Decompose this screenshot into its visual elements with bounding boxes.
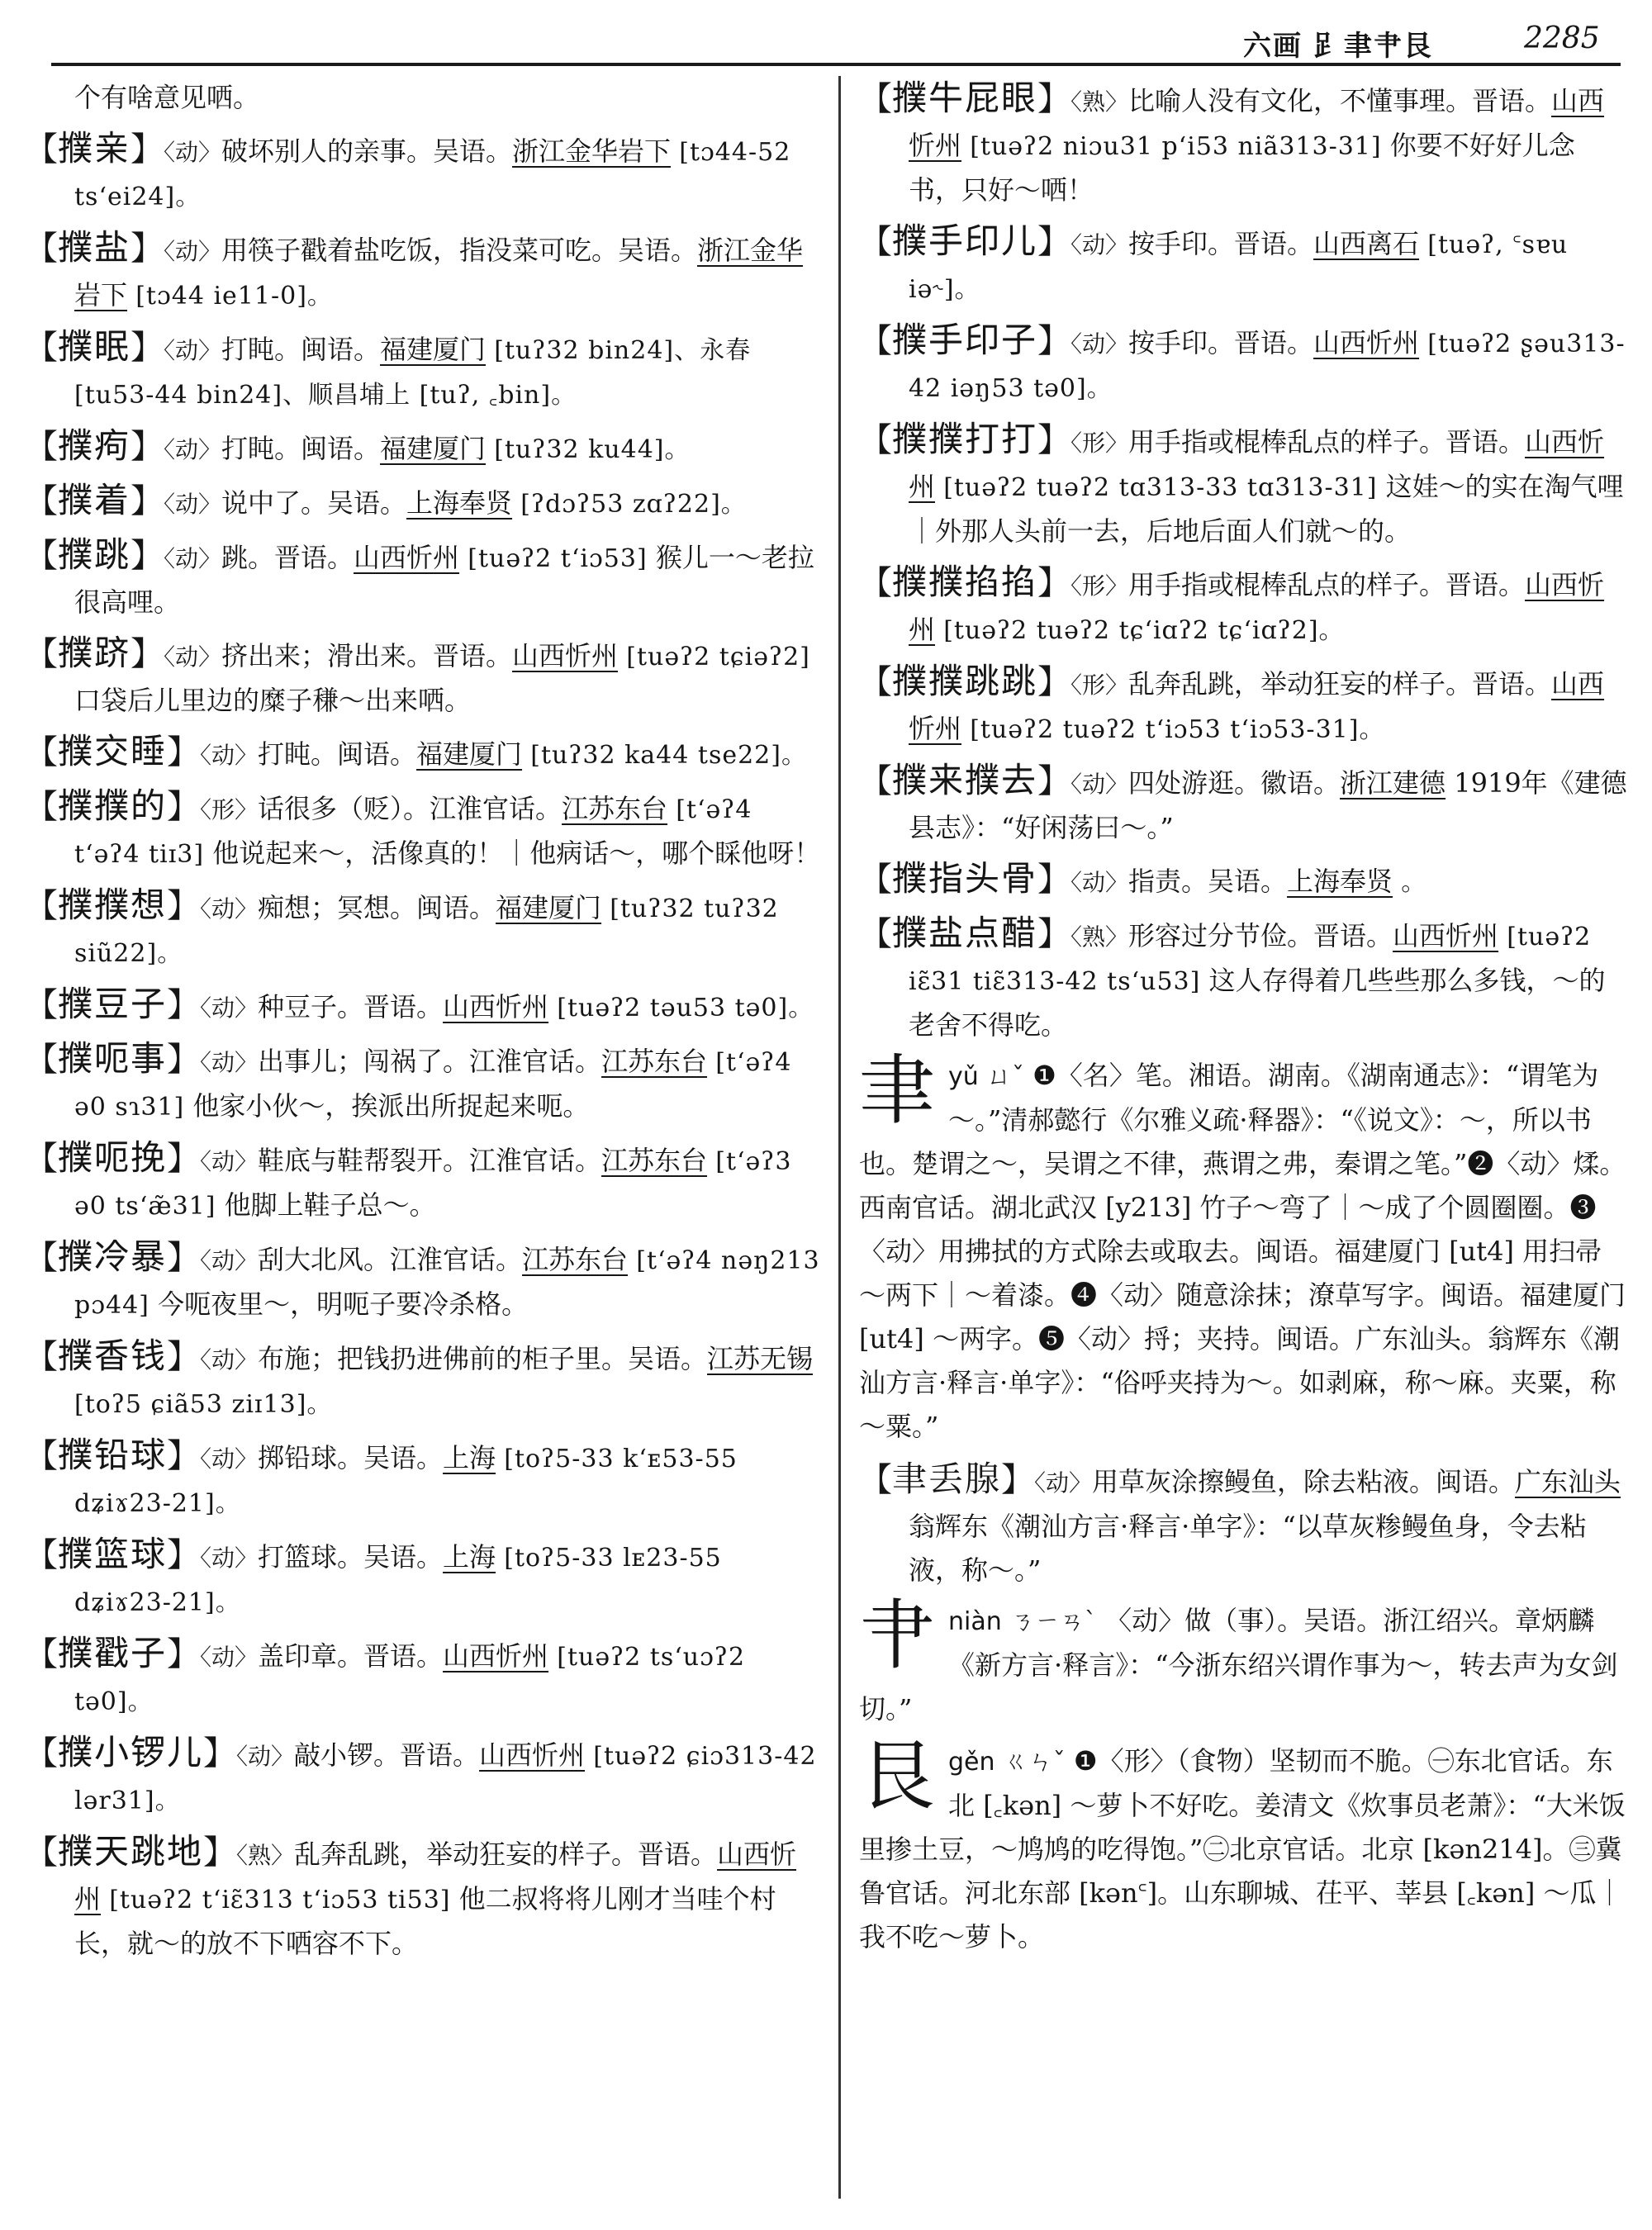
place-name: 山西忻州 — [74, 1839, 797, 1914]
headword: 𢷏𢷏掐掐 — [892, 562, 1038, 602]
pronunciation: [tʻəʔ3 ə0 tsʻæ̃31] — [74, 1147, 792, 1221]
entry-body: ❶〈名〉笔。湘语。湖南。《湖南通志》：“谓笔为～。”清郝懿行《尔雅义疏·释器》：“《说文》：～，所以书也。楚谓之～，吴谓之不律，燕谓之弗，秦谓之笔。”❷〈动〉煣。西南官话。湖北武汉 [y213] 竹子～弯了｜～成了个圆圈圈。❸〈动〉用拂拭的方式除去或取去。闽语。福建厦门 [ut4] 用扫帚～两下｜～着漆。❹〈动〉随意涂抹；潦草写字。闽语。福建厦门 [ut4] ～两字。❺〈动〉捋；夹持。闽语。广东汕头。翁辉东《潮汕方言·释言·单字》：“俗呼夹持为～。如剥麻，称～麻。夹粟，称～粟。” — [859, 1060, 1626, 1442]
bracket-close: 】 — [1037, 421, 1071, 459]
part-of-speech: 〈熟〉 — [1070, 88, 1129, 116]
bracket-open: 【 — [25, 130, 58, 168]
example: 口袋后儿里边的糜子稴～出来哂。 — [74, 685, 472, 716]
definition: 打篮球。吴语。 — [258, 1541, 444, 1573]
definition: 打盹。闽语。 — [258, 738, 417, 770]
bracket-close: 】 — [167, 887, 201, 925]
dictionary-entry — [859, 76, 1627, 212]
place-name: 江苏东台 — [601, 1145, 708, 1176]
headword: 𢷏跳 — [58, 534, 131, 575]
dictionary-entry — [859, 1457, 1627, 1592]
place-name: 浙江建德 — [1340, 767, 1446, 799]
bracket-close: 】 — [203, 1834, 237, 1872]
place-name: 上海 — [443, 1442, 496, 1473]
dictionary-entry — [859, 560, 1627, 652]
bracket-close: 】 — [1001, 1461, 1035, 1499]
dictionary-entry — [25, 533, 822, 624]
headword: 𢷏𢷏的 — [58, 785, 168, 826]
part-of-speech: 〈动〉 — [1070, 231, 1129, 259]
bracket-close: 】 — [1037, 663, 1071, 701]
bracket-open: 【 — [859, 762, 892, 800]
character-entry — [859, 1046, 1627, 1449]
bracket-open: 【 — [25, 1834, 58, 1872]
part-of-speech: 〈动〉 — [164, 238, 222, 265]
part-of-speech: 〈动〉 — [236, 1743, 295, 1770]
place-name: 江苏东台 — [562, 793, 668, 824]
bracket-close: 】 — [131, 482, 164, 520]
bracket-open: 【 — [25, 635, 58, 673]
dictionary-entry — [25, 1532, 822, 1625]
headword: 𢷏篮球 — [58, 1534, 168, 1574]
bracket-open: 【 — [25, 887, 58, 925]
bracket-close: 】 — [167, 1140, 201, 1178]
bracket-close: 】 — [1037, 861, 1071, 899]
part-of-speech: 〈熟〉 — [1070, 923, 1129, 951]
pronunciation: [tuʔ32 tuʔ32 siũ22]。 — [74, 894, 779, 968]
pronunciation: [toʔ5-33 kʻᴇ53-55 dʑiɤ23-21]。 — [74, 1445, 738, 1518]
bracket-close: 】 — [1037, 762, 1071, 800]
column-divider — [838, 76, 841, 2199]
headword: 𢷏盐 — [58, 227, 131, 268]
example: 猴儿一～老拉很高哩。 — [74, 542, 814, 618]
part-of-speech: 〈动〉 — [200, 1049, 259, 1076]
part-of-speech: 〈动〉 — [200, 1544, 259, 1572]
part-of-speech: 〈动〉 — [164, 436, 222, 463]
headword: 𢷏指头骨 — [892, 858, 1038, 899]
pronunciation: [tuəʔ2 tuəʔ2 tɑ313-33 tɑ313-31] — [943, 473, 1378, 502]
headword: 𢷏牛屁眼 — [892, 78, 1038, 118]
place-name: 福建厦门 — [416, 738, 523, 770]
pronunciation: [tuəʔ2 ʂəu313-42 iəŋ53 tə0]。 — [909, 330, 1626, 403]
header-rule — [51, 63, 1621, 66]
example: 今呃夜里～，明呃子要冷杀格。 — [158, 1288, 529, 1320]
page-header — [0, 0, 1652, 66]
definition: 种豆子。晋语。 — [258, 991, 444, 1022]
bracket-close: 】 — [1037, 223, 1071, 261]
definition: 鞋底与鞋帮裂开。江淮官话。 — [258, 1145, 602, 1176]
part-of-speech: 〈形〉 — [1070, 671, 1129, 699]
part-of-speech: 〈动〉 — [164, 139, 222, 166]
bracket-open: 【 — [859, 861, 892, 899]
definition: 用草灰涂擦鳗鱼，除去粘液。闽语。 — [1092, 1466, 1516, 1497]
bracket-close: 】 — [167, 788, 201, 826]
pronunciation: 。 — [1401, 868, 1427, 897]
entry-body: 〈动〉做（事）。吴语。浙江绍兴。章炳麟《新方言·释言》：“今浙东绍兴谓作事为～，转去声为女剑切。” — [859, 1605, 1618, 1725]
dictionary-entry — [25, 1334, 822, 1426]
place-name: 上海 — [443, 1541, 496, 1573]
entry-character: 艮 — [859, 1732, 936, 1820]
definition: 破坏别人的亲事。吴语。 — [221, 135, 513, 167]
bracket-open: 【 — [25, 329, 58, 367]
definition: 话很多（贬）。江淮官话。 — [258, 793, 563, 824]
definition: 盖印章。晋语。 — [258, 1640, 444, 1672]
definition: 用筷子戳着盐吃饭，指没菜可吃。吴语。 — [221, 235, 698, 266]
entry-character: 聿 — [859, 1046, 936, 1135]
zhuyin: ㄍㄣˇ — [1003, 1748, 1066, 1777]
dictionary-entry — [25, 982, 822, 1030]
part-of-speech: 〈形〉 — [1070, 429, 1129, 457]
page-number: 2285 — [1524, 21, 1600, 55]
bracket-open: 【 — [859, 223, 892, 261]
place-name: 山西忻州 — [1313, 327, 1420, 358]
dictionary-entry — [25, 126, 822, 219]
bracket-open: 【 — [25, 986, 58, 1024]
definition: 用手指或棍棒乱点的样子。晋语。 — [1128, 569, 1526, 600]
continued-text — [25, 76, 822, 120]
part-of-speech: 〈动〉 — [1034, 1469, 1093, 1497]
place-name: 山西忻州 — [479, 1739, 586, 1771]
bracket-close: 】 — [167, 733, 201, 771]
bracket-close: 】 — [131, 537, 164, 575]
place-name: 山西忻州 — [909, 426, 1605, 502]
part-of-speech: 〈熟〉 — [236, 1842, 295, 1869]
dictionary-entry — [25, 729, 822, 777]
headword: 聿丢腺 — [892, 1459, 1002, 1499]
place-name: 山西忻州 — [909, 85, 1605, 161]
headword: 𢷏着 — [58, 480, 131, 520]
definition: 敲小锣。晋语。 — [294, 1739, 480, 1771]
bracket-open: 【 — [25, 1635, 58, 1673]
headword: 𢷏交睡 — [58, 731, 168, 771]
dictionary-entry — [25, 1037, 822, 1129]
pronunciation: [tuəʔ2 niɔu31 pʻi53 niã313-31] — [970, 132, 1382, 161]
bracket-open: 【 — [25, 1437, 58, 1475]
dictionary-entry — [25, 1136, 822, 1228]
character-entry — [859, 1732, 1627, 1959]
bracket-open: 【 — [859, 564, 892, 602]
definition: 指责。吴语。 — [1128, 866, 1288, 897]
definition: 形容过分节俭。晋语。 — [1128, 920, 1393, 951]
part-of-speech: 〈动〉 — [1070, 771, 1129, 798]
dictionary-entry — [25, 225, 822, 318]
bracket-close: 】 — [167, 1536, 201, 1574]
headword: 𢷏眠 — [58, 326, 131, 367]
place-name: 福建厦门 — [496, 892, 602, 923]
bracket-close: 】 — [167, 1041, 201, 1079]
pinyin: gěn — [948, 1748, 995, 1777]
dictionary-entry — [859, 856, 1627, 904]
headword: 𢷏跻 — [58, 633, 131, 673]
bracket-close: 】 — [1037, 915, 1071, 953]
place-name: 山西忻州 — [443, 991, 549, 1022]
dictionary-entry — [859, 318, 1627, 410]
pronunciation: [tuəʔ, ꜂sɐu iə˞]。 — [909, 230, 1569, 304]
dictionary-entry — [25, 478, 822, 526]
bracket-close: 】 — [1037, 80, 1071, 118]
dictionary-entry — [859, 659, 1627, 752]
entry-text: 个有啥意见哂。 — [74, 82, 260, 113]
bracket-open: 【 — [25, 230, 58, 268]
headword: 𢷏盐点醋 — [892, 913, 1038, 953]
place-name: 山西忻州 — [1393, 920, 1499, 951]
bracket-close: 】 — [131, 329, 164, 367]
pronunciation: [ʔdɔʔ53 zɑʔ22]。 — [520, 490, 747, 519]
definition: 打盹。闽语。 — [221, 433, 381, 464]
bracket-open: 【 — [25, 537, 58, 575]
part-of-speech: 〈动〉 — [1070, 869, 1129, 896]
dictionary-entry — [25, 631, 822, 723]
pronunciation: [tuəʔ2 tsʻuɔʔ2 tə0]。 — [74, 1643, 746, 1716]
place-name: 山西离石 — [1313, 228, 1420, 259]
headword: 𢷏来𢷏去 — [892, 760, 1038, 800]
definition: 布施；把钱扔进佛前的柜子里。吴语。 — [258, 1343, 708, 1374]
place-name: 福建厦门 — [380, 334, 487, 365]
zhuyin: ㄋㄧㄢˋ — [1009, 1607, 1097, 1636]
part-of-speech: 〈动〉 — [200, 1644, 259, 1671]
bracket-close: 】 — [203, 1734, 237, 1772]
bracket-open: 【 — [25, 1536, 58, 1574]
dictionary-entry — [859, 219, 1627, 311]
pronunciation: [tʻəʔ4 ə0 sɿ31] — [74, 1048, 792, 1122]
example: 这人存得着几些些那么多钱，～的老舍不得吃。 — [909, 965, 1606, 1041]
headword: 𢷏铅球 — [58, 1435, 168, 1475]
bracket-close: 】 — [167, 1437, 201, 1475]
dictionary-entry — [25, 1730, 822, 1823]
headword: 𢷏𢷏打打 — [892, 419, 1038, 459]
example: 1919年《建德县志》：“好闲荡曰～。” — [909, 767, 1627, 843]
part-of-speech: 〈动〉 — [200, 742, 259, 769]
bracket-open: 【 — [859, 915, 892, 953]
dictionary-entry — [25, 424, 822, 472]
headword: 𢷏呃挽 — [58, 1137, 168, 1178]
part-of-speech: 〈形〉 — [1070, 572, 1129, 600]
definition: 出事儿；闯祸了。江淮官话。 — [258, 1046, 602, 1077]
dictionary-entry — [859, 911, 1627, 1047]
bracket-close: 】 — [167, 1239, 201, 1277]
definition: 掷铅球。吴语。 — [258, 1442, 444, 1473]
pronunciation: [toʔ5-33 lᴇ23-55 dʑiɤ23-21]。 — [74, 1544, 722, 1617]
dictionary-entry — [859, 758, 1627, 850]
pronunciation: [tɔ44-52 tsʻei24]。 — [74, 138, 791, 211]
bracket-open: 【 — [859, 663, 892, 701]
part-of-speech: 〈动〉 — [164, 545, 222, 572]
left-column — [25, 76, 822, 2215]
bracket-close: 】 — [1037, 322, 1071, 360]
dictionary-entry — [859, 417, 1627, 553]
definition: 打盹。闽语。 — [221, 334, 381, 365]
bracket-close: 】 — [1037, 564, 1071, 602]
headword: 𢷏香钱 — [58, 1336, 168, 1376]
bracket-close: 】 — [131, 130, 164, 168]
part-of-speech: 〈动〉 — [200, 895, 259, 923]
headword: 𢷏手印子 — [892, 320, 1038, 360]
place-name: 山西忻州 — [909, 668, 1605, 744]
definition: 乱奔乱跳，举动狂妄的样子。晋语。 — [1128, 668, 1552, 700]
dictionary-entry — [25, 1235, 822, 1327]
dictionary-entry — [25, 1631, 822, 1724]
place-name: 山西忻州 — [354, 542, 460, 573]
place-name: 浙江金华岩下 — [74, 235, 804, 311]
example: 他说起来～，活像真的！｜他病话～，哪个睬他呀！ — [212, 837, 821, 869]
part-of-speech: 〈动〉 — [200, 1247, 259, 1274]
place-name: 浙江金华岩下 — [512, 135, 672, 167]
character-entry — [859, 1592, 1627, 1731]
pronunciation: [tuʔ32 ku44]。 — [494, 435, 691, 464]
pronunciation: [tɔ44 ie11-0]。 — [135, 282, 333, 311]
bracket-close: 】 — [131, 230, 164, 268]
part-of-speech: 〈动〉 — [200, 1445, 259, 1473]
example: 你要不好好儿念书，只好～哂！ — [909, 130, 1575, 206]
dictionary-entry — [25, 1829, 822, 1966]
example: 这娃～的实在淘气哩｜外那人头前一去，后地后面人们就～的。 — [909, 471, 1624, 547]
bracket-open: 【 — [25, 482, 58, 520]
example: 他家小伙～，挨派出所捉起来呃。 — [192, 1090, 590, 1122]
definition: 痴想；冥想。闽语。 — [258, 892, 496, 923]
pronunciation: [tuʔ32 ka44 tse22]。 — [530, 741, 807, 770]
place-name: 上海奉贤 — [1287, 866, 1393, 897]
place-name: 山西忻州 — [909, 569, 1605, 645]
part-of-speech: 〈动〉 — [164, 491, 222, 518]
part-of-speech: 〈动〉 — [200, 994, 259, 1022]
bracket-close: 】 — [167, 1635, 201, 1673]
bracket-open: 【 — [25, 788, 58, 826]
definition: 按手印。晋语。 — [1128, 327, 1314, 358]
bracket-close: 】 — [131, 428, 164, 466]
definition: 跳。晋语。 — [221, 542, 354, 573]
definition: 四处游逛。徽语。 — [1128, 767, 1341, 799]
headword: 𢷏痀 — [58, 425, 131, 466]
headword: 𢷏戳子 — [58, 1633, 168, 1673]
headword: 𢷏小锣儿 — [58, 1732, 204, 1772]
bracket-open: 【 — [859, 421, 892, 459]
zhuyin: ㄩˇ — [986, 1062, 1024, 1091]
dictionary-entry — [25, 784, 822, 876]
headword: 𢷏呃事 — [58, 1038, 168, 1079]
place-name: 福建厦门 — [380, 433, 487, 464]
headword: 𢷏冷暴 — [58, 1236, 168, 1277]
part-of-speech: 〈形〉 — [200, 796, 259, 823]
bracket-open: 【 — [859, 1461, 892, 1499]
headword: 𢷏亲 — [58, 128, 131, 168]
bracket-open: 【 — [859, 322, 892, 360]
headword: 𢷏𢷏跳跳 — [892, 661, 1038, 701]
pronunciation: [tuəʔ2 ɕiɔ313-42 lər31]。 — [74, 1742, 817, 1815]
headword: 𢷏天跳地 — [58, 1831, 204, 1872]
pronunciation: [tʻəʔ4 tʻəʔ4 tiɪ3] — [74, 795, 752, 869]
pinyin: yǔ — [948, 1062, 979, 1091]
definition: 用手指或棍棒乱点的样子。晋语。 — [1128, 426, 1526, 458]
bracket-open: 【 — [25, 1338, 58, 1376]
bracket-open: 【 — [25, 733, 58, 771]
pronunciation: [tuəʔ2 tuəʔ2 tɕʻiɑʔ2 tɕʻiɑʔ2]。 — [943, 616, 1345, 645]
place-name: 广东汕头 — [1515, 1466, 1621, 1497]
section-title: 六画 𧾷聿肀艮 — [1243, 30, 1433, 63]
dictionary-entry — [25, 1433, 822, 1525]
pronunciation: [tuəʔ2 tʻiɛ̃313 tʻiɔ53 ti53] — [109, 1886, 451, 1914]
definition: 按手印。晋语。 — [1128, 228, 1314, 259]
entry-character: 肀 — [859, 1592, 936, 1680]
bracket-close: 】 — [131, 635, 164, 673]
pronunciation: [tuəʔ2 tuəʔ2 tʻiɔ53 tʻiɔ53-31]。 — [970, 715, 1385, 744]
place-name: 江苏东台 — [522, 1244, 629, 1275]
definition: 说中了。吴语。 — [221, 487, 407, 519]
headword: 𢷏𢷏想 — [58, 885, 168, 925]
bracket-open: 【 — [859, 80, 892, 118]
definition: 乱奔乱跳，举动狂妄的样子。晋语。 — [294, 1839, 718, 1870]
pronunciation: [tuəʔ2 tɕiəʔ2] — [626, 643, 810, 671]
bracket-open: 【 — [25, 1140, 58, 1178]
bracket-open: 【 — [25, 428, 58, 466]
pronunciation: [tuʔ32 bin24]、永春 [tu53-44 bin24]、顺昌埔上 [tuʔ, ꜀bin]。 — [74, 336, 752, 410]
part-of-speech: 〈动〉 — [164, 643, 222, 671]
right-column — [859, 76, 1627, 2215]
part-of-speech: 〈动〉 — [200, 1148, 259, 1175]
bracket-close: 】 — [167, 1338, 201, 1376]
pronunciation: [tuəʔ2 iɛ̃31 tiɛ̃313-42 tsʻu53] — [909, 923, 1592, 996]
place-name: 山西忻州 — [443, 1640, 549, 1672]
pronunciation: [tuəʔ2 tʻiɔ53] — [468, 544, 648, 573]
part-of-speech: 〈动〉 — [200, 1346, 259, 1374]
bracket-close: 】 — [167, 986, 201, 1024]
example: 翁辉东《潮汕方言·释言·单字》：“以草灰糁鳗鱼身，令去粘液，称～。” — [909, 1511, 1587, 1586]
place-name: 山西忻州 — [512, 640, 619, 671]
place-name: 江苏无锡 — [707, 1343, 814, 1374]
definition: 比喻人没有文化，不懂事理。晋语。 — [1128, 85, 1552, 116]
bracket-open: 【 — [25, 1239, 58, 1277]
entry-body: ❶〈形〉（食物）坚韧而不脆。㊀东北官话。东北 [꜀kən] ～萝卜不好吃。姜清文《炊事员老萧》：“大米饭里掺土豆，～鸠鸠的吃得饱。”㊁北京官话。北京 [kən214]。㊂冀鲁官话。河北东部 [kən꜂]。山东聊城、茌平、莘县 [꜀kən] ～瓜｜我不吃～萝卜。 — [859, 1745, 1626, 1952]
part-of-speech: 〈动〉 — [1070, 330, 1129, 358]
dictionary-entry — [25, 325, 822, 417]
definition: 刮大北风。江淮官话。 — [258, 1244, 523, 1275]
part-of-speech: 〈动〉 — [164, 337, 222, 364]
place-name: 上海奉贤 — [406, 487, 513, 519]
headword: 𢷏手印儿 — [892, 221, 1038, 261]
example: 他脚上鞋子总～。 — [224, 1189, 436, 1221]
dictionary-entry — [25, 883, 822, 975]
pinyin: niàn — [948, 1607, 1002, 1636]
pronunciation: [tʻəʔ4 nəŋ213 pɔ44] — [74, 1246, 820, 1320]
bracket-open: 【 — [25, 1041, 58, 1079]
headword: 𢷏豆子 — [58, 984, 168, 1024]
definition: 挤出来；滑出来。晋语。 — [221, 640, 513, 671]
example: 他二叔将将儿刚才当哇个村长，就～的放不下哂容不下。 — [74, 1883, 776, 1959]
pronunciation: [tuəʔ2 təu53 tə0]。 — [557, 994, 814, 1022]
pronunciation: [toʔ5 ɕiã53 ziɪ13]。 — [74, 1390, 333, 1419]
bracket-open: 【 — [25, 1734, 58, 1772]
place-name: 江苏东台 — [601, 1046, 708, 1077]
